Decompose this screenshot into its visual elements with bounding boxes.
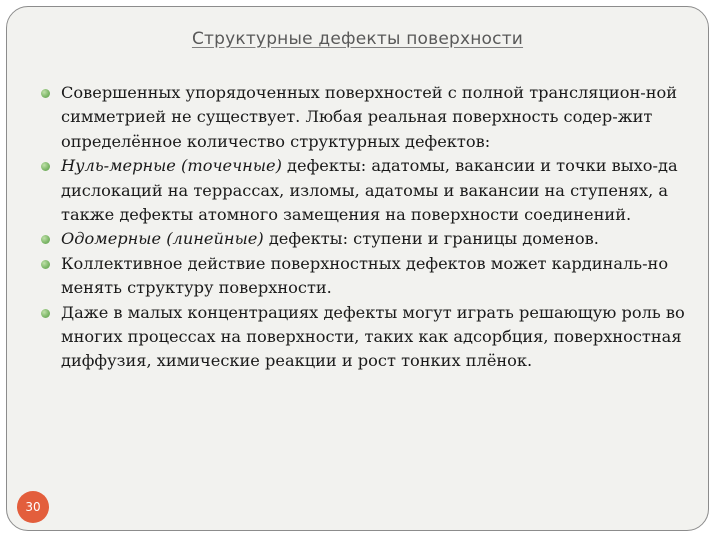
bullet-term: Нуль-мерные (точечные) [61,156,282,176]
page-number: 30 [25,500,41,514]
bullet-dot-icon [41,260,50,269]
page-number-badge [17,491,49,523]
bullet-dot-icon [41,89,50,98]
bullet-dot-icon [41,162,50,171]
bullet-item [39,154,691,227]
bullet-item [39,81,691,154]
slide [6,6,709,531]
bullet-text: дефекты: адатомы, вакансии и точки выхо-да дислокаций на террассах, изломы, адатомы и вакансии на ступенях, а также дефекты атомного замещения на поверхности соединений. [61,156,678,225]
bullet-text: Даже в малых концентрациях дефекты могут играть решающую роль во многих процессах на поверхности, таких как адсорбция, поверхностная диффузия, химические реакции и рост тонких плёнок. [61,302,685,371]
bullet-dot-icon [41,309,50,318]
bullet-item [39,252,691,301]
bullet-item [39,227,691,251]
slide-title [7,29,708,49]
bullet-text: дефекты: ступени и границы доменов. [263,229,599,249]
bullet-list [39,81,691,374]
bullet-term: Одомерные (линейные) [61,229,264,249]
slide-title-text: Структурные дефекты поверхности [191,29,524,49]
bullet-item [39,301,691,374]
bullet-text: Совершенных упорядоченных поверхностей с полной трансляцион-ной симметрией не существует. Любая реальная поверхность содер-жит определённое количество структурных дефектов: [61,83,678,151]
bullet-text: Коллективное действие поверхностных дефектов может кардиналь-но менять структуру поверхности. [61,253,669,298]
bullet-dot-icon [41,235,50,244]
